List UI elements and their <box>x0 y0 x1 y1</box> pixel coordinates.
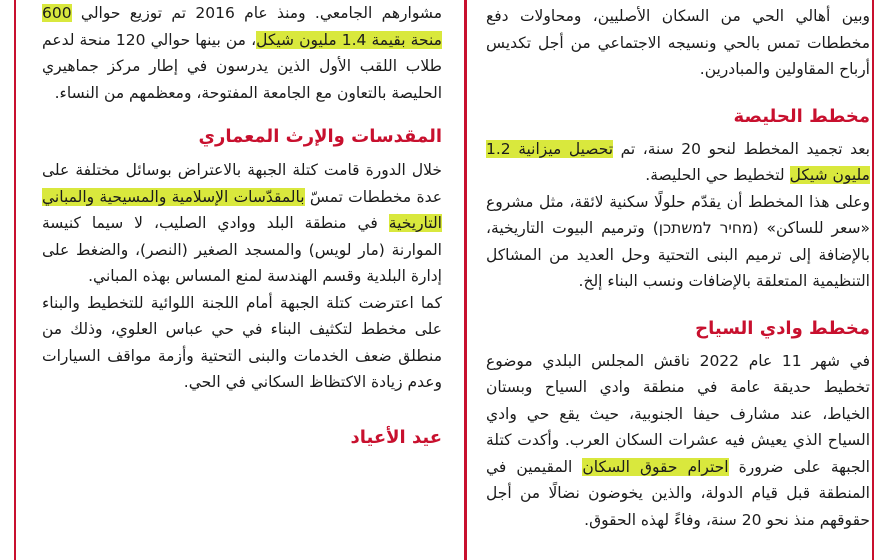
right-paragraph-1 <box>486 136 870 189</box>
right-p1-pre: بعد تجميد المخطط لنحو 20 سنة، تم <box>613 139 870 158</box>
left-paragraph-2 <box>42 157 442 290</box>
right-p3-post: المقيمين في المنطقة قبل قيام الدولة، والذين يخوضون نضالًا من أجل حقوقهم منذ نحو 20 سنة، وفاءً لهذه الحقوق. <box>486 457 870 529</box>
left-p1-pre: حوالي <box>71 4 121 22</box>
heading-holy-sites: المقدسات والإرث المعماري <box>198 126 442 147</box>
left-p2-post: في منطقة البلد ووادي الصليب، لا سيما كنيسة الموارنة (مار لويس) والمسجد الصغير (النصر)، والضغط على إدارة البلدية وقسم الهندسة لمنع المساس بهذه المباني. <box>42 214 442 285</box>
right-paragraph-3 <box>486 348 870 534</box>
left-p2-pre: خلال الدورة قامت كتلة الجبهة بالاعتراض بوسائل مختلفة على عدة مخططات تمسّ <box>42 161 442 206</box>
highlight-holy-sites: بالمقدّسات الإسلامية والمسيحية والمباني التاريخية <box>42 187 442 232</box>
left-p1-post: ، من بينها حوالي 120 منحة لدعم طلاب اللقب الأول الذين يدرسون في إطار مركز جماهيري الحليصة بالتعاون مع الجامعة المفتوحة، ومعظمهم من النساء. <box>42 30 442 102</box>
highlight-scholarships: 600 منحة بقيمة 1.4 مليون شيكل <box>42 4 442 49</box>
right-paragraph-0: وبين أهالي الحي من السكان الأصليين، ومحاولات دفع مخططات تمس بالحي ونسيجه الاجتماعي من أجل تكديس أرباح المقاولين والمبادرين. <box>486 7 870 78</box>
left-p1-line1: مشوارهم الجامعي. ومنذ عام 2016 تم توزيع <box>129 4 442 22</box>
highlight-residents-rights: احترام حقوق السكان <box>582 457 729 476</box>
right-paragraph-2: وعلى هذا المخطط أن يقدّم حلولًا سكنية لائقة، مثل مشروع «سعر للساكن» (מחיר למשתכן) وترميم البيوت التاريخية، بالإضافة إلى ترميم البنى التحتية وحل العديد من المشاكل التنظيمية المتعلقة بالإضافات ونسب البناء إلخ. <box>486 192 870 290</box>
heading-feast-of-feasts: عيد الأعياد <box>350 426 442 448</box>
page-frame <box>14 0 874 560</box>
right-p3-pre: في شهر 11 عام 2022 ناقش المجلس البلدي موضوع تخطيط حديقة عامة في منطقة وادي السياح وبستان الخياط، عند مشارف حيفا الجنوبية، حيث يقع حي وادي السياح الذي يعيش فيه عشرات السكان العرب. وأكدت كتلة الجبهة على ضرورة <box>486 351 870 476</box>
highlight-budget: تحصيل ميزانية 1.2 مليون شيكل <box>486 139 870 184</box>
left-paragraph-3: كما اعترضت كتلة الجبهة أمام اللجنة اللوائية للتخطيط والبناء على مخطط لتكثيف البناء في حي عباس العلوي، وذلك من منطلق ضعف الخدمات والبنى التحتية وأزمة مواقف السيارات وعدم زيادة الاكتظاظ السكاني في الحي. <box>42 293 442 391</box>
left-column <box>42 0 442 458</box>
right-p1-post: لتخطيط حي الحليصة. <box>645 166 790 184</box>
heading-halisa-plan: مخطط الحليصة <box>733 105 870 127</box>
left-paragraph-1 <box>42 0 442 106</box>
column-divider <box>464 0 467 560</box>
right-column <box>486 3 870 533</box>
heading-wadi-siyah-plan: مخطط وادي السياح <box>695 317 870 339</box>
